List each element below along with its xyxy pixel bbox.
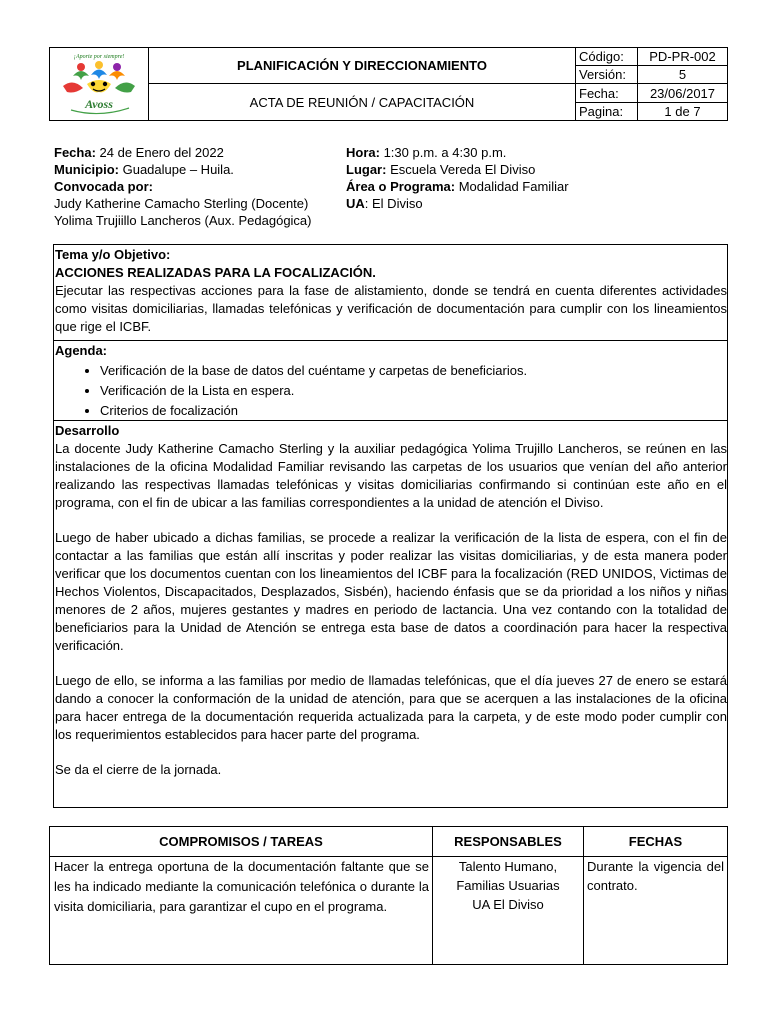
convocante-2: Yolima Trujiillo Lancheros (Aux. Pedagógica) xyxy=(54,213,312,228)
desarrollo-paragraph: Se da el cierre de la jornada. xyxy=(55,762,222,777)
agenda-section xyxy=(54,341,727,421)
agenda-item: • Verificación de la Lista en espera. xyxy=(100,381,727,401)
ua-value: : El Diviso xyxy=(364,196,423,211)
document-title: PLANIFICACIÓN Y DIRECCIONAMIENTO xyxy=(149,48,576,84)
lugar-value: Escuela Vereda El Diviso xyxy=(386,162,536,177)
desarrollo-paragraph: La docente Judy Katherine Camacho Sterling y la auxiliar pedagógica Yolima Trujillo Lancheros, se reúnen en las instalaciones de la oficina Modalidad Familiar revisando las carpetas de los usuarios que venían del año anterior realizando las respectivas llamadas telefónicas y visitas domiciliarias confirmando si continúan este año en el programa, con el fin de ubicar a las familias correspondientes a la unidad de atención el Diviso. xyxy=(55,441,727,510)
compromisos-header-row xyxy=(50,827,728,857)
document-header-table xyxy=(49,47,728,121)
compromiso-task: Hacer la entrega oportuna de la documentación faltante que se les ha indicado mediante la comunicación telefónica o durante la visita domiciliaria, para garantizar el cupo en el programa. xyxy=(50,857,433,965)
municipio-line xyxy=(54,161,344,178)
fechas-header: FECHAS xyxy=(584,827,728,857)
agenda-item: • Verificación de la base de datos del cuéntame y carpetas de beneficiarios. xyxy=(100,361,727,381)
agenda-heading: Agenda: xyxy=(55,343,107,358)
tema-title: ACCIONES REALIZADAS PARA LA FOCALIZACIÓN. xyxy=(55,265,376,280)
logo-cell xyxy=(50,48,149,121)
fecha-value: 24 de Enero del 2022 xyxy=(95,145,224,160)
lugar-line xyxy=(346,161,646,178)
desarrollo-paragraph: Luego de haber ubicado a dichas familias, se procede a realizar la verificación de la lista de espera, con el fin de contactar a las familias que están allí inscritas y poder realizar las visitas domiciliarias, y de esta manera poder verificar que los documentos cuentan con los lineamientos del ICBF para la focalización (RED UNIDOS, Victimas de Hechos Violentos, Discapacitados, Desplazados, Sisbén), haciendo énfasis que se da prioridad a los niños y niñas menores de 2 años, mujeres gestantes y madres en periodo de lactancia. Una vez contando con la totalidad de beneficiarios para la Unidad de Atención se entrega esta base de datos a coordinación para hacer la respectiva verificación. xyxy=(55,530,727,653)
meeting-info-left xyxy=(54,144,344,229)
convocada-label: Convocada por: xyxy=(54,179,153,194)
meta-value-fecha: 23/06/2017 xyxy=(638,84,728,103)
meta-value-version: 5 xyxy=(638,66,728,84)
area-label: Área o Programa: xyxy=(346,179,456,194)
compromisos-row xyxy=(50,857,728,965)
municipio-label: Municipio: xyxy=(54,162,119,177)
compromiso-responsables xyxy=(433,857,584,965)
agenda-list xyxy=(55,361,727,421)
municipio-value: Guadalupe – Huila. xyxy=(119,162,234,177)
responsable: UA El Diviso xyxy=(472,897,544,912)
ua-line xyxy=(346,195,646,212)
responsables-header: RESPONSABLES xyxy=(433,827,584,857)
compromiso-fecha: Durante la vigencia del contrato. xyxy=(584,857,728,965)
convocada-line xyxy=(54,178,344,195)
convocante-1: Judy Katherine Camacho Sterling (Docente) xyxy=(54,196,309,211)
svg-text:Avoss: Avoss xyxy=(85,97,113,111)
tema-heading: Tema y/o Objetivo: xyxy=(55,247,171,262)
compromisos-table xyxy=(49,826,728,965)
avoss-logo xyxy=(53,48,145,116)
area-value: Modalidad Familiar xyxy=(455,179,569,194)
ua-label: UA xyxy=(346,196,365,211)
area-line xyxy=(346,178,646,195)
fecha-line xyxy=(54,144,344,161)
document-subtitle: ACTA DE REUNIÓN / CAPACITACIÓN xyxy=(149,84,576,121)
tema-section xyxy=(54,245,727,341)
responsable: Familias Usuarias xyxy=(456,878,560,893)
tema-text: Ejecutar las respectivas acciones para la fase de alistamiento, donde se tendrá en cuenta diferentes actividades como visitas domiciliarias, llamadas telefónicas y verificación de documentación para cumplir con los lineamientos que rige el ICBF. xyxy=(55,283,727,334)
meta-label-fecha: Fecha: xyxy=(576,84,638,103)
hora-label: Hora: xyxy=(346,145,380,160)
agenda-item: • Criterios de focalización xyxy=(100,401,727,421)
svg-text:¡Aporte por siempre!: ¡Aporte por siempre! xyxy=(73,54,125,60)
compromisos-header: COMPROMISOS / TAREAS xyxy=(50,827,433,857)
meta-label-codigo: Código: xyxy=(576,48,638,66)
desarrollo-section xyxy=(54,421,727,779)
meeting-info-right xyxy=(346,144,646,212)
meta-label-pagina: Pagina: xyxy=(576,103,638,121)
desarrollo-heading: Desarrollo xyxy=(55,423,120,438)
hora-line xyxy=(346,144,646,161)
meeting-content-box xyxy=(53,244,728,808)
meta-value-codigo: PD-PR-002 xyxy=(638,48,728,66)
desarrollo-paragraph: Luego de ello, se informa a las familias por medio de llamadas telefónicas, que el día jueves 27 de enero se estará dando a conocer la conformación de la unidad de atención, para que se acerquen a las instalaciones de la oficina para hacer entrega de la documentación requerida actualizada para la carpeta, y de este modo poder cumplir con los requerimientos establecidos para hacer parte del programa. xyxy=(55,673,727,742)
hora-value: 1:30 p.m. a 4:30 p.m. xyxy=(379,145,507,160)
meta-value-pagina: 1 de 7 xyxy=(638,103,728,121)
fecha-label: Fecha: xyxy=(54,145,96,160)
responsable: Talento Humano, xyxy=(458,859,558,874)
lugar-label: Lugar: xyxy=(346,162,387,177)
meta-label-version: Versión: xyxy=(576,66,638,84)
